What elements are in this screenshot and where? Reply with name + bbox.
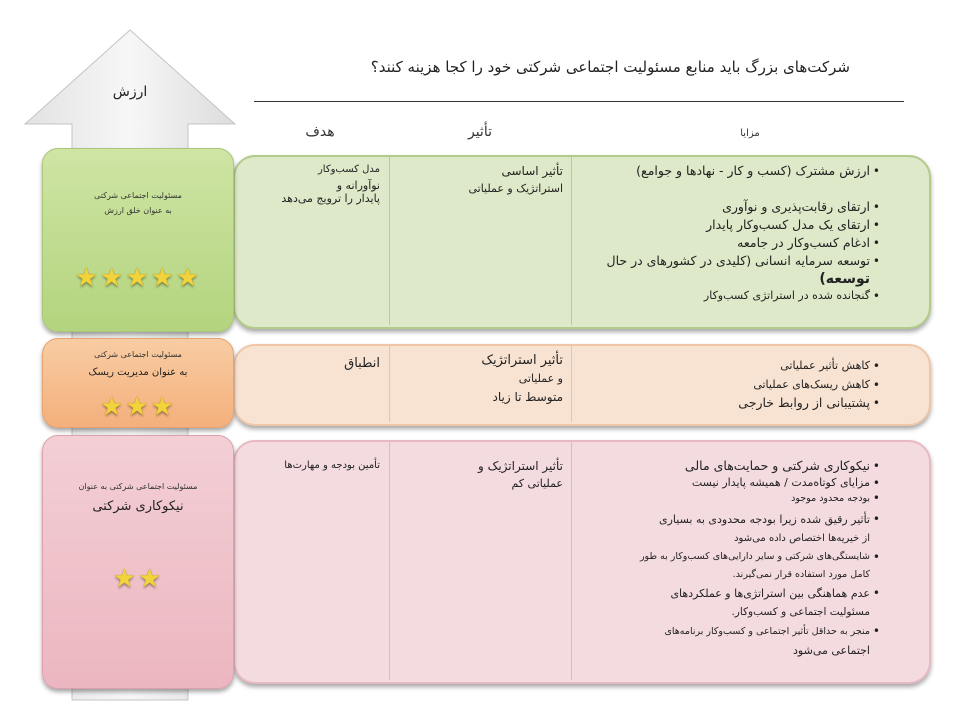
value-arrow-label: ارزش <box>112 84 148 100</box>
page-title: شرکت‌های بزرگ باید منابع مسئولیت اجتماعی شرکتی خود را کجا هزینه کنند؟ <box>370 58 850 76</box>
left-box-1-subtitle: مسئولیت اجتماعی شرکتی <box>94 191 182 200</box>
list-item <box>580 548 880 584</box>
list-item: • بودجه محدود موجود <box>580 491 880 506</box>
list-item-text: عدم هماهنگی بین استراتژی‌ها و عملکردهای <box>670 587 870 600</box>
row2-impact-line1: تأثیر استراتژیک <box>481 353 563 368</box>
row2-divider-1 <box>389 346 390 422</box>
row1-divider-2 <box>571 157 572 325</box>
row1-goal-line2: پایدار را ترویج می‌دهد <box>281 192 380 205</box>
list-item <box>580 252 880 288</box>
star-icon: ★ <box>125 392 151 422</box>
row2-impact-line3: متوسط تا زیاد <box>492 390 563 404</box>
list-item: • کاهش تأثیر عملیاتی <box>580 356 880 376</box>
row3-divider-1 <box>389 442 390 680</box>
list-item-continuation: کامل مورد استفاده قرار نمی‌گیرند. <box>732 569 870 580</box>
list-item: • نیکوکاری شرکتی و حمایت‌های مالی <box>580 457 880 475</box>
row3-divider-2 <box>571 442 572 680</box>
star-icon: ★ <box>138 564 164 594</box>
star-icon: ★ <box>100 263 126 293</box>
left-box-1-title: به عنوان خلق ارزش <box>104 206 172 215</box>
star-icon: ★ <box>125 263 151 293</box>
row2-impact <box>395 352 563 406</box>
column-header-benefits: مزایا <box>740 128 760 139</box>
left-box-3-subtitle: مسئولیت اجتماعی شرکتی به عنوان <box>78 482 198 491</box>
list-item-continuation: از خیریه‌ها اختصاص داده می‌شود <box>734 533 870 544</box>
row1-goal-title: مدل کسب‌وکار <box>317 164 380 175</box>
row1-impact-line2: استراتژیک و عملیاتی <box>468 182 563 195</box>
row1-impact-line1: تأثیر اساسی <box>501 164 563 178</box>
star-icon: ★ <box>150 392 176 422</box>
row3-impact-line2: عملیاتی کم <box>511 477 563 490</box>
column-header-goal: هدف <box>305 124 335 140</box>
list-item: • کاهش ریسک‌های عملیاتی <box>580 376 880 394</box>
list-item: • ارزش مشترک (کسب و کار - نهادها و جوامع) <box>580 162 880 180</box>
row3-goal: تأمین بودجه و مهارت‌ها <box>284 460 380 471</box>
star-icon: ★ <box>150 263 176 293</box>
list-item-text: توسعه سرمایه انسانی (کلیدی در کشورهای در حال <box>606 253 870 268</box>
list-item-text: تأثیر رقیق شده زیرا بودجه محدودی به بسیاری <box>658 513 870 526</box>
row3-impact <box>395 457 563 493</box>
list-item: • ارتقای یک مدل کسب‌وکار پایدار <box>580 216 880 234</box>
row1-goal <box>240 164 380 205</box>
list-item: • پشتیبانی از روابط خارجی <box>580 394 880 412</box>
star-icon: ★ <box>100 392 126 422</box>
left-box-2-title: به عنوان مدیریت ریسک <box>88 367 188 378</box>
rating-stars-2 <box>43 566 233 592</box>
list-item: • مزایای کوتاه‌مدت / همیشه پایدار نیست <box>580 475 880 491</box>
list-item: • ادغام کسب‌وکار در جامعه <box>580 234 880 252</box>
star-icon: ★ <box>74 263 101 293</box>
left-box-2-subtitle: مسئولیت اجتماعی شرکتی <box>94 350 182 359</box>
row2-divider-2 <box>571 346 572 422</box>
star-icon: ★ <box>112 564 138 594</box>
list-item: • ارتقای رقابت‌پذیری و نوآوری <box>580 198 880 216</box>
rating-stars-3 <box>43 394 233 420</box>
row2-impact-line2: و عملیاتی <box>518 372 563 385</box>
column-header-impact: تأثیر <box>467 124 492 140</box>
left-box-3-title: نیکوکاری شرکتی <box>92 499 184 514</box>
star-icon: ★ <box>175 263 202 293</box>
list-item-text: منجر به حداقل تأثیر اجتماعی و کسب‌وکار برنامه‌های <box>664 626 870 637</box>
list-item <box>580 510 880 548</box>
list-item-continuation: مسئولیت اجتماعی و کسب‌وکار. <box>731 606 870 618</box>
list-item <box>580 622 880 660</box>
left-box-risk-management <box>42 338 234 428</box>
row1-impact <box>395 162 563 198</box>
row1-goal-line1: نوآورانه و <box>336 179 380 192</box>
title-divider <box>254 101 904 102</box>
list-item-continuation: اجتماعی می‌شود <box>793 644 870 657</box>
row3-benefits-list <box>580 457 880 660</box>
row3-impact-line1: تأثیر استراتژیک و <box>477 459 563 473</box>
list-item-text: شایستگی‌های شرکتی و سایر دارایی‌های کسب‌وکار به طور <box>639 551 870 562</box>
rating-stars-5 <box>43 265 233 291</box>
list-item: • گنجانده شده در استراتژی کسب‌وکار <box>580 288 880 304</box>
list-item-continuation: توسعه) <box>819 271 870 287</box>
row2-goal: انطباق <box>344 356 380 371</box>
left-box-corporate-philanthropy <box>42 435 234 689</box>
left-box-value-creation <box>42 148 234 332</box>
list-item <box>580 584 880 622</box>
row2-benefits-list <box>580 356 880 412</box>
row1-divider-1 <box>389 157 390 325</box>
row1-benefits-list <box>580 162 880 304</box>
